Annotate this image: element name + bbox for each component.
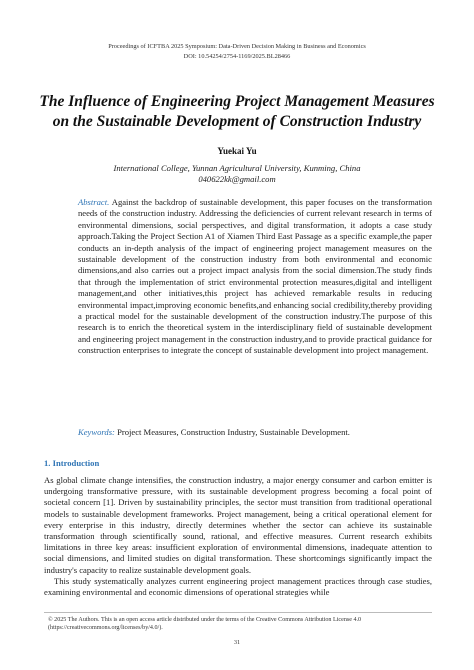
author-name: Yuekai Yu — [217, 146, 257, 156]
keywords — [78, 427, 432, 438]
introduction-body — [44, 475, 432, 598]
proceedings-title: Proceedings of ICFTBA 2025 Symposium: Data-Driven Decision Making in Business and Economics — [108, 43, 366, 50]
body-paragraph: This study systematically analyzes current engineering project management practices through case studies, examining environmental and economic dimensions of operational strategies while — [44, 575, 432, 598]
section-heading-introduction: 1. Introduction — [44, 458, 100, 468]
footnote-divider — [44, 612, 432, 613]
paper-title-line-1: The Influence of Engineering Project Management Measures — [39, 93, 435, 110]
author-email[interactable]: 040622kk@gmail.com — [198, 174, 276, 184]
page-number: 31 — [233, 639, 241, 646]
license-line: © 2025 The Authors. This is an open access article distributed under the terms of the Creative Commons Attribution License 4.0 — [48, 617, 362, 623]
abstract-label: Abstract. — [78, 197, 110, 207]
author-affiliation: International College, Yunnan Agricultural University, Kunming, China — [113, 163, 361, 173]
paper-title — [30, 92, 444, 132]
keywords-text: Project Measures, Construction Industry, Sustainable Development. — [114, 427, 350, 437]
body-paragraph: As global climate change intensifies, the construction industry, a major energy consumer and carbon emitter is undergoing transformative pressure, with its sustainable development progress becoming a focal point of societal concern [1]. Driven by sustainability principles, the sector must transition from traditional operational models to sustainable development frameworks. Project management, being a critical operational element for every enterprise in this industry, directly determines whether the sector can achieve its sustainable transformation through scientifically sound, rational, and effective measures. Current research exhibits limitations in three key areas: insufficient exploration of environmental dimensions, inadequate attention to social dimensions, and limited studies on digital transformation. These shortcomings significantly impact the industry's capacity to realize sustainable development goals. — [44, 475, 432, 575]
abstract-text: Against the backdrop of sustainable development, this paper focuses on the transformation needs of the construction industry. Addressing the deficiencies of current relevant research in terms of environmental dimensions, social perspectives, and digital transformation, it adopts a case study approach.Taking the Project Section A1 of Xiamen Third East Passage as a specific example,the paper conducts an in-depth analysis of the impact of engineering project management measures on the sustainable development of the construction industry from both environmental and economic dimensions,and also carries out a project impact analysis from the social dimension.The study finds that through the implementation of strict environmental protection measures,digital and intelligent management,and other initiatives,this project has achieved remarkable results in reducing environmental impact,improving economic benefits,and enhancing social credibility,thereby providing a practical model for the sustainable development of the construction industry.The purpose of this research is to enrich the theoretical system in the interdisciplinary field of sustainable development and engineering project management in the construction industry,and to provide practical guidance for construction enterprises to integrate the concept of sustainable development into project management. — [78, 197, 432, 356]
proceedings-header — [0, 42, 474, 62]
author-affiliation-block — [0, 163, 474, 185]
abstract — [78, 197, 432, 357]
keywords-label: Keywords: — [78, 427, 115, 437]
doi-line: DOI: 10.54254/2754-1169/2025.BL28466 — [183, 53, 291, 60]
paper-title-line-2: on the Sustainable Development of Construction Industry — [52, 113, 422, 130]
license-footnote — [48, 616, 432, 632]
license-url[interactable]: (https://creativecommons.org/licenses/by/4.0/). — [48, 625, 163, 631]
